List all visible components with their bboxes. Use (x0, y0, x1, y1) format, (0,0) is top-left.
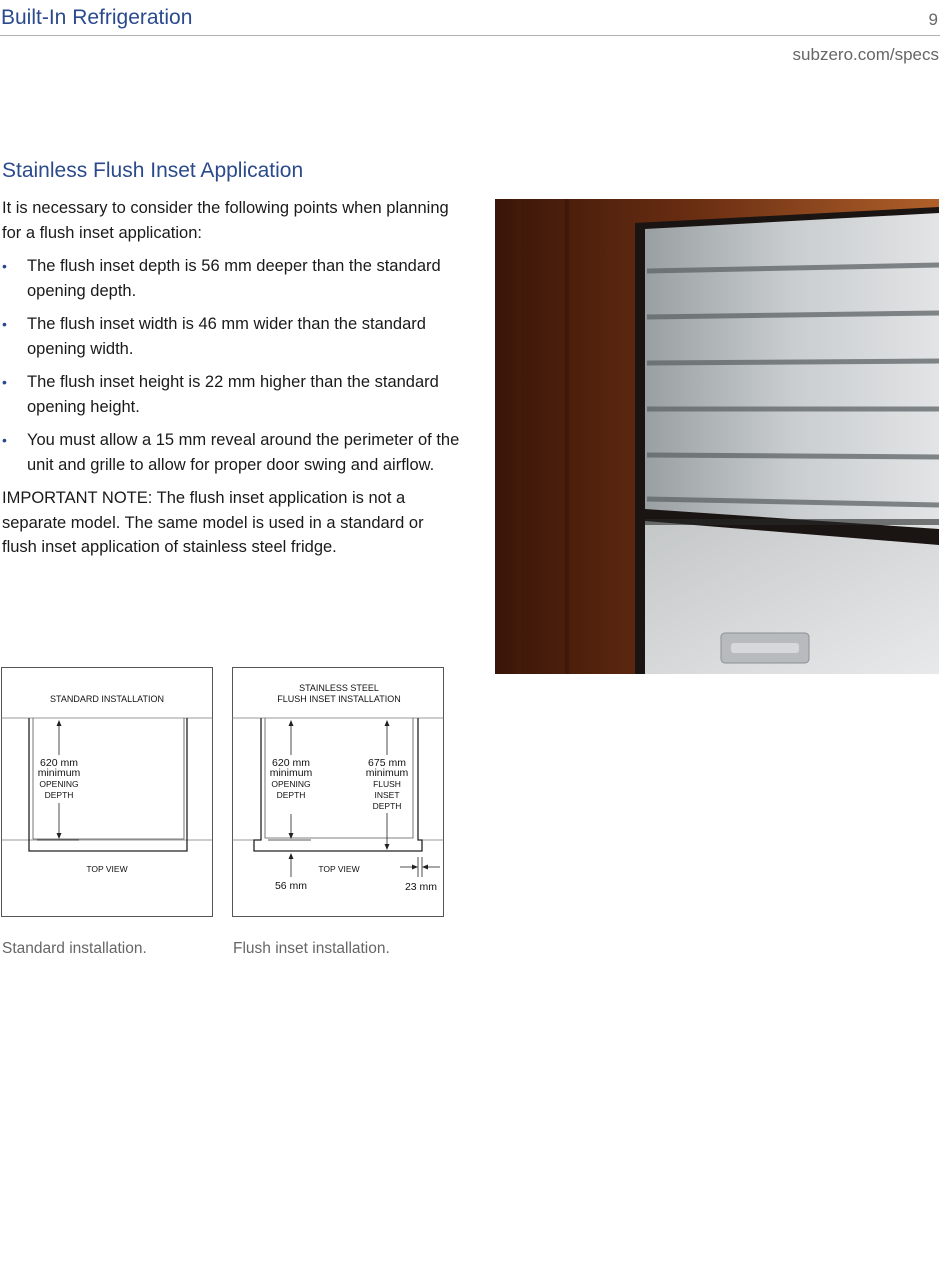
inset-depth-label: minimum (365, 767, 409, 779)
bullet-item (2, 254, 462, 303)
flush-caption: Flush inset installation. (233, 940, 390, 957)
standard-depth-label: minimum (37, 767, 81, 779)
reveal-value: 23 mm (404, 881, 438, 893)
inset-depth-value: 675 mm (368, 757, 406, 769)
standard-diagram-drawing (1, 667, 213, 917)
flush-diagram-title: STAINLESS STEEL (299, 683, 379, 693)
flush-installation-diagram (232, 667, 444, 917)
standard-diagram-title: STANDARD INSTALLATION (49, 694, 165, 704)
bullet-text: The flush inset depth is 56 mm deeper than the standard opening depth. (27, 257, 441, 300)
bullet-text: The flush inset width is 46 mm wider than the standard opening width. (27, 315, 426, 358)
body-text (2, 196, 462, 569)
header-divider (0, 35, 940, 36)
flush-depth-value: 620 mm (272, 757, 310, 769)
site-url[interactable]: subzero.com/specs (792, 45, 939, 64)
bullet-icon: • (2, 432, 7, 448)
page-number: 9 (928, 10, 938, 29)
product-photo-illustration (495, 199, 939, 674)
flush-depth-label: minimum (269, 767, 313, 779)
bullet-text: The flush inset height is 22 mm higher than the standard opening height. (27, 373, 439, 416)
standard-depth-value: 620 mm (40, 757, 78, 769)
section-heading: Stainless Flush Inset Application (2, 159, 304, 182)
standard-depth-label: OPENING (39, 779, 79, 789)
flush-depth-label: OPENING (271, 779, 311, 789)
bullet-item (2, 370, 462, 419)
intro-paragraph: It is necessary to consider the following points when planning for a flush inset application: (2, 199, 449, 242)
inset-depth-label: DEPTH (372, 801, 402, 811)
bullet-list (2, 254, 462, 477)
flush-diagram-title: FLUSH INSET INSTALLATION (277, 694, 401, 704)
bullet-icon: • (2, 258, 7, 274)
inset-depth-label: INSET (374, 790, 400, 800)
product-photo (495, 199, 939, 674)
standard-caption: Standard installation. (2, 940, 147, 957)
bullet-item (2, 312, 462, 361)
standard-depth-label: DEPTH (44, 790, 74, 800)
inset-depth-label: FLUSH (373, 779, 401, 789)
important-note: IMPORTANT NOTE: The flush inset application is not a separate model. The same model is used in a standard or flush inset application of stainless steel fridge. (2, 489, 424, 556)
bullet-icon: • (2, 374, 7, 390)
header-title: Built-In Refrigeration (1, 6, 193, 29)
standard-view-label: TOP VIEW (86, 864, 128, 874)
flush-depth-label: DEPTH (276, 790, 306, 800)
flush-view-label: TOP VIEW (318, 864, 360, 874)
bullet-item (2, 428, 462, 477)
flush-diagram-drawing (232, 667, 444, 917)
bullet-text: You must allow a 15 mm reveal around the perimeter of the unit and grille to allow for proper door swing and airflow. (27, 431, 460, 474)
standard-installation-diagram (1, 667, 213, 917)
bullet-icon: • (2, 316, 7, 332)
offset-value: 56 mm (274, 880, 308, 892)
